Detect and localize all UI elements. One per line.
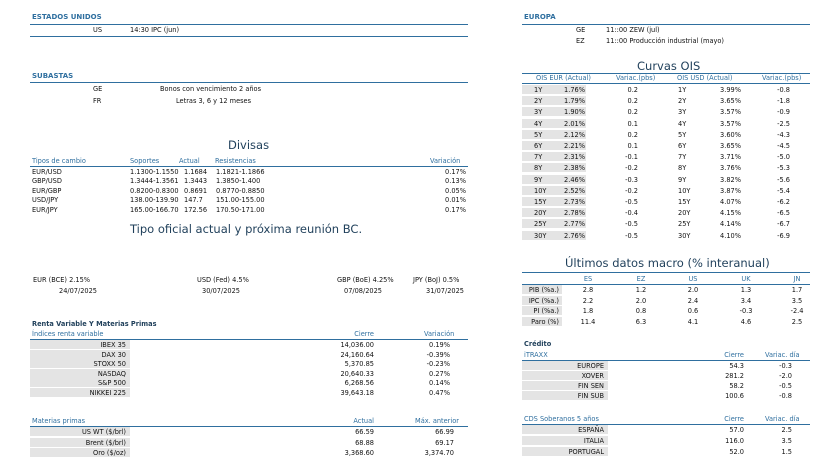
ois-eur-variation: 0.1 [627,119,638,128]
ois-usd-variation: -6.5 [777,209,790,218]
support-range: 1.1300-1.1550 [130,168,179,176]
ois-usd-value: 3.99% [720,86,741,94]
index-close: 6,268.56 [344,379,374,388]
index-variation: 0.14% [429,379,450,388]
cds-close: 52.0 [729,448,744,456]
ois-eur-value: 2.76% [564,231,585,240]
ois-eur-variation: -0.1 [625,153,638,162]
ois-usd-value: 4.14% [720,220,741,229]
cds-row [522,436,810,446]
itraxx-close: 58.2 [729,382,744,390]
ois-row [522,163,810,173]
rate-label: USD (Fed) 4.5% [197,276,249,284]
us-row [30,25,468,35]
tenor-label: 6Y [678,142,687,150]
ois-row [522,186,810,196]
itraxx-close: 281.2 [725,372,744,380]
us-bottom-divider [30,36,468,37]
macro-value: 3.5 [791,296,803,305]
currency-pair: USD/JPY [32,196,59,205]
col-header: Materias primas [32,417,86,425]
col-header: Variac. día [765,351,800,359]
cds-header [522,414,810,424]
ois-eur-value: 2.38% [564,164,585,173]
macro-top-divider [522,272,810,273]
cds-row [522,425,810,435]
subastas-section-title: SUBASTAS [32,72,74,80]
support-range: 0.8200-0.8300 [130,186,179,195]
ois-row [522,107,810,117]
itraxx-variation: -0.5 [779,382,792,390]
current-rate: 1.1684 [184,168,208,176]
ois-row [522,152,810,162]
macro-label: Paro (%) [531,317,559,326]
ois-eur-value: 2.73% [564,198,585,206]
col-header: Cierre [354,330,374,338]
itraxx-variation: -0.8 [779,392,792,400]
col-header: Variación [430,157,461,165]
itraxx-row [522,381,810,391]
tenor-label: 8Y [678,164,687,173]
currency-pair: EUR/JPY [32,205,58,214]
itraxx-name: XOVER [581,372,604,380]
col-header: OIS EUR (Actual) [536,74,591,82]
tenor-label: 25Y [678,220,691,229]
currency-pair: GBP/USD [32,177,62,186]
ois-eur-variation: -0.2 [625,186,638,195]
tenor-label: 20Y [678,209,691,218]
commodity-actual: 66.59 [355,428,374,436]
tenor-label: 20Y [534,209,547,218]
event-text: 11::00 Producción industrial (mayo) [606,37,724,45]
index-name: IBEX 35 [100,341,126,349]
ois-usd-value: 4.10% [720,231,741,240]
auction-text: Bonos con vencimiento 2 años [160,85,262,93]
support-range: 165.00-166.70 [130,205,179,214]
ois-usd-value: 3.71% [720,153,741,162]
macro-value: 2.4 [687,296,699,305]
resistance-range: 170.50-171.00 [216,205,265,214]
itraxx-row [522,391,810,401]
variation-value: 0.01% [445,196,466,205]
tenor-label: 4Y [534,119,543,128]
ois-eur-variation: 0.2 [627,130,638,139]
col-header: Cierre [724,351,744,359]
commodity-row [30,438,468,448]
index-close: 24,160.64 [340,350,374,359]
meeting-date: 30/07/2025 [202,287,241,295]
ois-usd-value: 3.65% [720,97,741,106]
ois-eur-variation: 0.2 [627,97,638,106]
ois-usd-value: 3.76% [720,164,741,173]
col-header: Variación [424,330,455,338]
tenor-label: 2Y [534,97,543,106]
itraxx-variation: -0.3 [779,362,792,370]
ois-usd-value: 3.87% [720,186,741,195]
tenor-label: 9Y [534,175,543,184]
macro-value: 1.3 [740,286,752,294]
ois-usd-value: 4.07% [720,198,741,206]
commodity-max: 3,374.70 [424,449,454,457]
credito-header [522,350,810,360]
tenor-label: 10Y [678,186,691,195]
rate-label: EUR (BCE) 2.15% [33,276,91,284]
ois-usd-value: 3.65% [720,142,741,150]
renta-header [30,329,468,339]
variation-value: 0.17% [445,205,466,214]
macro-value: 1.8 [582,307,594,315]
tenor-label: 30Y [534,231,547,240]
col-header: Soportes [130,157,160,165]
col-header: CDS Soberanos 5 años [524,415,599,423]
index-name: DAX 30 [101,350,126,359]
macro-label: IPC (%a.) [528,296,559,305]
macro-value: 0.8 [635,307,647,315]
ois-usd-variation: -1.8 [777,97,790,106]
index-row [30,388,468,398]
ois-eur-variation: 0.2 [627,108,638,117]
cds-close: 57.0 [729,426,744,434]
col-header: iTRAXX [524,351,548,359]
divisas-title: Divisas [228,138,270,152]
ois-eur-value: 2.52% [564,186,585,195]
index-row [30,378,468,388]
index-name: NASDAQ [97,369,126,378]
col-header: Variac.(pbs) [762,74,802,82]
meeting-date: 07/08/2025 [344,287,383,295]
tipo-dates-row [30,286,468,296]
tenor-label: 4Y [678,119,687,128]
index-variation: 0.47% [429,389,450,397]
index-close: 20,640.33 [340,369,374,378]
resistance-range: 151.00-155.00 [216,196,265,205]
macro-value: -0.3 [739,307,753,315]
ois-row [522,130,810,140]
meeting-date: 24/07/2025 [59,287,98,295]
cds-country: ESPAÑA [578,426,604,434]
col-header: Máx. anterior [415,417,459,425]
support-range: 1.3444-1.3561 [130,177,179,186]
event-text: 14:30 IPC (jun) [130,26,180,34]
itraxx-name: FIN SEN [577,382,604,390]
col-header: Variac. día [765,415,800,423]
divisas-row [30,205,468,215]
ois-usd-variation: -5.4 [777,186,790,195]
ois-eur-value: 2.12% [564,130,585,139]
tenor-label: 1Y [534,86,543,94]
macro-row [522,306,810,316]
country-code: US [93,26,103,34]
variation-value: 0.13% [445,177,466,186]
cds-close: 116.0 [725,437,744,445]
commodity-name: Oro ($/oz) [93,449,126,457]
col-header: ES [583,275,593,283]
subastas-divider [30,82,468,83]
tenor-label: 1Y [678,86,687,94]
macro-title: Últimos datos macro (% interanual) [565,256,770,270]
ois-row [522,175,810,185]
variation-value: 0.17% [445,168,466,176]
ois-eur-variation: -0.3 [625,175,638,184]
macro-value: 2.0 [635,296,647,305]
ois-usd-variation: -5.0 [777,153,790,162]
macro-label: PIB (%a.) [528,286,559,294]
materias-header [30,416,468,426]
tenor-label: 15Y [678,198,691,206]
macro-value: -2.4 [790,307,804,315]
country-code: FR [93,97,102,105]
macro-value: 2.0 [687,286,699,294]
index-variation: 0.27% [429,369,450,378]
ois-usd-variation: -0.9 [777,108,790,117]
col-header: Resistencias [215,157,256,165]
rate-label: GBP (BoE) 4.25% [337,276,394,284]
credito-title: Crédito [524,340,552,348]
ois-usd-variation: -5.3 [777,164,790,173]
macro-value: 6.3 [635,317,647,326]
ois-row [522,85,810,95]
index-variation: -0.23% [426,360,450,369]
macro-value: 2.2 [582,296,594,305]
commodity-max: 66.99 [435,428,454,436]
index-name: STOXX 50 [93,360,126,369]
col-header: EZ [636,275,646,283]
commodity-name: Brent ($/brl) [85,438,126,447]
europa-section-title: EUROPA [524,13,556,21]
auction-text: Letras 3, 6 y 12 meses [176,97,252,105]
ois-eur-variation: -0.5 [625,220,638,229]
ois-eur-variation: -0.5 [625,231,638,240]
ois-row [522,219,810,229]
ois-eur-variation: -0.4 [625,209,638,218]
col-header: Tipos de cambio [32,157,86,165]
ois-row [522,208,810,218]
commodity-row [30,427,468,437]
ois-eur-value: 2.78% [564,209,585,218]
ois-eur-variation: -0.2 [625,164,638,173]
index-close: 14,036.00 [340,341,374,349]
commodity-actual: 3,368.60 [344,449,374,457]
ois-usd-value: 3.57% [720,108,741,117]
country-code: GE [93,85,103,93]
ois-row [522,141,810,151]
ois-usd-variation: -6.2 [777,198,790,206]
commodity-row [30,448,468,458]
index-name: S&P 500 [98,379,126,388]
country-code: EZ [576,37,585,45]
ois-eur-value: 2.77% [564,220,585,229]
macro-value: 3.4 [740,296,752,305]
index-variation: 0.19% [429,341,450,349]
macro-value: 1.7 [791,286,803,294]
itraxx-name: FIN SUB [577,392,604,400]
currency-pair: EUR/GBP [32,186,62,195]
macro-value: 4.6 [740,317,752,326]
cds-variation: 2.5 [781,426,792,434]
ois-usd-variation: -2.5 [777,119,790,128]
macro-value: 11.4 [580,317,596,326]
ois-usd-variation: -4.5 [777,142,790,150]
ois-usd-variation: -5.6 [777,175,790,184]
currency-pair: EUR/USD [32,168,62,176]
ois-usd-variation: -4.3 [777,130,790,139]
resistance-range: 0.8770-0.8850 [216,186,265,195]
ois-usd-value: 3.60% [720,130,741,139]
divisas-header [30,156,468,166]
ois-header [522,73,810,83]
ois-eur-value: 2.46% [564,175,585,184]
macro-header [522,274,810,284]
itraxx-close: 54.3 [729,362,744,370]
tenor-label: 9Y [678,175,687,184]
macro-value: 4.1 [687,317,699,326]
tenor-label: 2Y [678,97,687,106]
cds-country: PORTUGAL [568,448,604,456]
col-header: Índices renta variable [32,330,104,338]
tenor-label: 7Y [678,153,687,162]
itraxx-name: EUROPE [577,362,604,370]
itraxx-variation: -2.0 [779,372,792,380]
resistance-range: 1.3850-1.400 [216,177,261,186]
ois-row [522,231,810,241]
col-header: Cierre [724,415,744,423]
tipo-title: Tipo oficial actual y próxima reunión BC. [130,222,363,236]
subastas-row [30,96,468,106]
col-header: JN [793,275,801,283]
commodity-max: 69.17 [435,438,454,447]
index-row [30,369,468,379]
support-range: 138.00-139.90 [130,196,179,205]
ois-eur-variation: 0.2 [627,86,638,94]
ois-usd-value: 3.57% [720,119,741,128]
macro-row [522,296,810,306]
ois-eur-variation: 0.1 [627,142,638,150]
meeting-date: 31/07/2025 [426,287,465,295]
tenor-label: 15Y [534,198,547,206]
macro-value: 1.2 [635,286,647,294]
commodity-name: US WT ($/brl) [81,428,126,436]
ois-usd-value: 4.15% [720,209,741,218]
ois-row [522,197,810,207]
ois-row [522,119,810,129]
tenor-label: 5Y [678,130,687,139]
ois-divider [522,83,810,84]
itraxx-close: 100.6 [725,392,744,400]
ois-eur-variation: -0.5 [625,198,638,206]
cds-variation: 3.5 [781,437,792,445]
macro-value: 0.6 [687,307,699,315]
us-section-title: ESTADOS UNIDOS [32,13,102,21]
itraxx-row [522,361,810,371]
ois-eur-value: 2.31% [564,153,585,162]
macro-label: PI (%a.) [533,307,559,315]
variation-value: 0.05% [445,186,466,195]
cds-row [522,447,810,457]
ois-eur-value: 2.01% [564,119,585,128]
col-header: Variac.(pbs) [616,74,656,82]
index-row [30,359,468,369]
cds-variation: 1.5 [781,448,792,456]
tenor-label: 30Y [678,231,691,240]
ois-eur-value: 2.21% [564,142,585,150]
europa-row [522,36,810,46]
macro-value: 2.8 [582,286,594,294]
macro-row [522,285,810,295]
index-row [30,340,468,350]
subastas-row [30,84,468,94]
index-row [30,350,468,360]
ois-usd-variation: -0.8 [777,86,790,94]
col-header: UK [741,275,751,283]
macro-row [522,317,810,327]
tenor-label: 25Y [534,220,547,229]
renta-title: Renta Variable Y Materias Primas [32,320,157,328]
tenor-label: 5Y [534,130,543,139]
index-close: 39,643.18 [340,389,374,397]
col-header: OIS USD (Actual) [677,74,733,82]
col-header: Actual [179,157,200,165]
resistance-range: 1.1821-1.1866 [216,168,265,176]
current-rate: 1.3443 [184,177,208,186]
rate-label: JPY (BoJ) 0.5% [413,276,460,284]
index-name: NIKKEI 225 [89,389,126,397]
ois-eur-value: 1.79% [564,97,585,106]
event-text: 11::00 ZEW (jul) [606,26,660,34]
current-rate: 172.56 [184,205,208,214]
ois-eur-value: 1.90% [564,108,585,117]
col-header: US [688,275,698,283]
commodity-actual: 68.88 [355,438,374,447]
country-code: GE [576,26,586,34]
tenor-label: 10Y [534,186,547,195]
tenor-label: 6Y [534,142,543,150]
cds-country: ITALIA [583,437,604,445]
ois-row [522,96,810,106]
ois-usd-variation: -6.9 [777,231,790,240]
index-close: 5,370.85 [344,360,374,369]
itraxx-row [522,371,810,381]
ois-usd-value: 3.82% [720,175,741,184]
ois-usd-variation: -6.7 [777,220,790,229]
tenor-label: 3Y [534,108,543,117]
col-header: Actual [353,417,374,425]
tenor-label: 3Y [678,108,687,117]
ois-eur-value: 1.76% [564,86,585,94]
current-rate: 147.7 [184,196,203,205]
ois-title: Curvas OIS [637,59,701,73]
tenor-label: 8Y [534,164,543,173]
macro-value: 2.5 [791,317,803,326]
tipo-labels-row [30,275,468,285]
tenor-label: 7Y [534,153,543,162]
current-rate: 0.8691 [184,186,208,195]
europa-row [522,25,810,35]
index-variation: -0.39% [426,350,450,359]
